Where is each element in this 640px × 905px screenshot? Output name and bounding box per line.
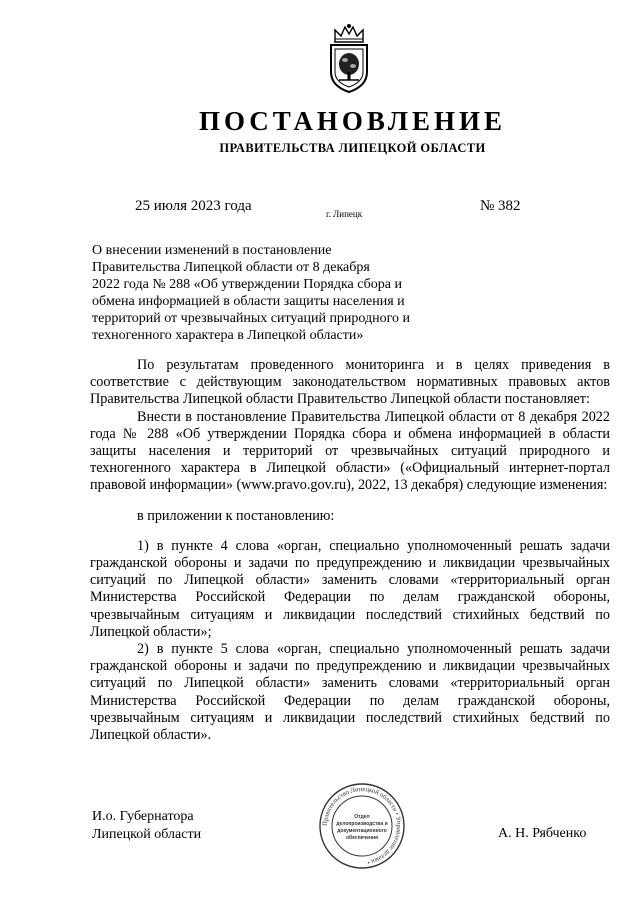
signatory-position bbox=[92, 808, 201, 844]
coat-of-arms-emblem bbox=[325, 22, 373, 94]
body-paragraph: По результатам проведенного мониторинга и в целях приведения в соответствие с действующим законодательством нормативных правовых актов Правительства Липецкой области Правительство Липецкой области постановляет: bbox=[90, 357, 610, 408]
signatory-position-line: Липецкой области bbox=[92, 827, 202, 842]
signatory-position-line: И.о. Губернатора bbox=[92, 809, 194, 824]
document-subtitle: ПРАВИТЕЛЬСТВА ЛИПЕЦКОЙ ОБЛАСТИ bbox=[219, 141, 486, 155]
document-body bbox=[90, 357, 610, 744]
svg-text:Правительство Липецкой области: Правительство Липецкой области • Управление делами • bbox=[321, 785, 403, 866]
document-number: № 382 bbox=[480, 198, 521, 214]
body-paragraph: Внести в постановление Правительства Липецкой области от 8 декабря 2022 года № 288 «Об утверждении Порядка сбора и обмена информацией в области защиты населения и территорий от чрезвычайных ситуаций природного и техногенного характера в Липецкой области» («Официальный интернет-портал правовой информации» (www.pravo.gov.ru), 2022, 13 декабря) следующие изменения: bbox=[90, 408, 610, 494]
subject-line: Правительства Липецкой области от 8 декабря bbox=[92, 260, 370, 275]
document-city: г. Липецк bbox=[326, 209, 363, 219]
document-subject bbox=[92, 242, 452, 344]
svg-text:обеспечения: обеспечения bbox=[345, 835, 379, 841]
subject-line: территорий от чрезвычайных ситуаций природного и bbox=[92, 311, 411, 326]
subject-line: 2022 года № 288 «Об утверждении Порядка сбора и bbox=[92, 277, 402, 292]
subject-line: обмена информацией в области защиты населения и bbox=[92, 294, 405, 309]
svg-text:документационного: документационного bbox=[337, 828, 387, 834]
body-paragraph: в приложении к постановлению: bbox=[137, 507, 335, 524]
official-stamp bbox=[318, 782, 406, 870]
svg-text:делопроизводства и: делопроизводства и bbox=[336, 821, 388, 827]
subject-line: техногенного характера в Липецкой области» bbox=[92, 328, 364, 343]
subject-line: О внесении изменений в постановление bbox=[92, 243, 332, 258]
document-date: 25 июля 2023 года bbox=[135, 198, 252, 214]
document-title: ПОСТАНОВЛЕНИЕ bbox=[198, 106, 507, 136]
body-paragraph: 2) в пункте 5 слова «орган, специально уполномоченный решать задачи гражданской обороны и задачи по предупреждению и ликвидации чрезвычайных ситуаций по Липецкой области» заменить словами «территориальный орган Министерства Российской Федерации по делам гражданской обороны, чрезвычайным ситуациям и ликвидации последствий стихийных бедствий по Липецкой области». bbox=[90, 641, 610, 744]
signatory-name: А. Н. Рябченко bbox=[498, 826, 587, 841]
svg-text:Отдел: Отдел bbox=[354, 814, 370, 820]
body-paragraph: 1) в пункте 4 слова «орган, специально уполномоченный решать задачи гражданской обороны и задачи по предупреждению и ликвидации чрезвычайных ситуаций по Липецкой области» заменить словами «территориальный орган Министерства Российской Федерации по делам гражданской обороны, чрезвычайным ситуациям и ликвидации последствий стихийных бедствий по Липецкой области»; bbox=[90, 537, 610, 640]
